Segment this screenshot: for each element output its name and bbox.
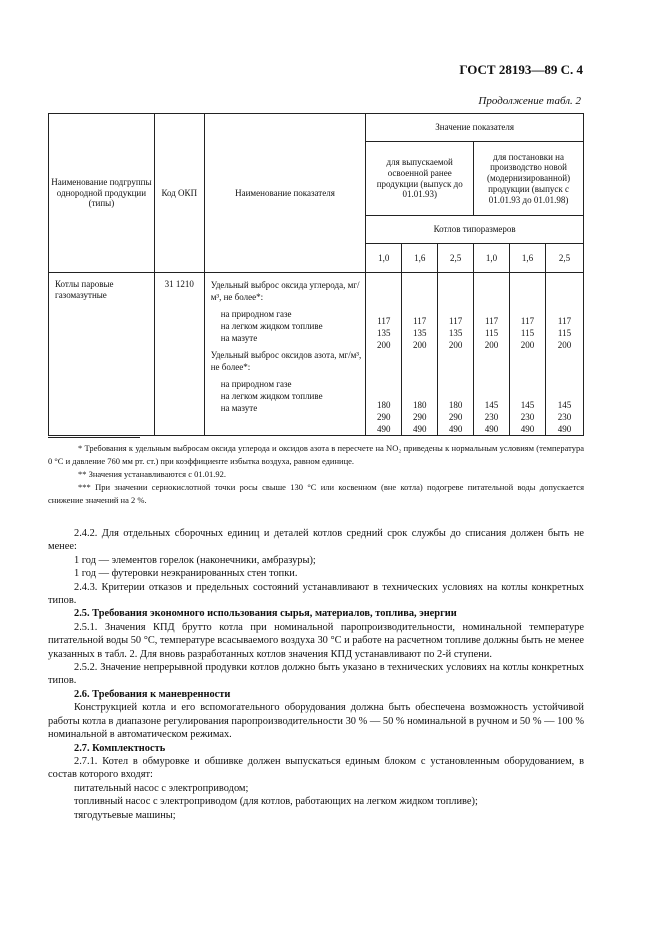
list-item: питательный насос с электроприводом;	[74, 782, 249, 794]
fuel-label: на природном газе	[220, 379, 292, 389]
footnote-3: *** При значении сернокислотной точки росы свыше 130 °С или косвенном (вне котла) подогреве питательной воды допускается снижение значений на 2 %.	[48, 482, 584, 505]
col-header-new-production: для постановки на производство новой (модернизированной) продукции (выпуск с 01.01.93 до 01.01.98)	[474, 142, 584, 216]
co-value: 117	[520, 316, 535, 326]
list-item: тягодутьевые машины;	[74, 809, 176, 821]
col-header-code: Код ОКП	[154, 114, 204, 273]
co-value: 115	[520, 328, 535, 338]
emissions-table	[48, 113, 584, 436]
co-value: 117	[377, 316, 391, 326]
values-col-new-2-5	[545, 273, 583, 436]
nox-value: 490	[412, 424, 427, 434]
okp-code-cell: 31 1210	[154, 273, 204, 436]
paragraph-2-5-2: 2.5.2. Значение непрерывной продувки котлов должно быть указано в технических условиях на котлы конкретных типов.	[48, 662, 584, 687]
paragraph-2-4-2: 2.4.2. Для отдельных сборочных единиц и деталей котлов средний срок службы до списания должен быть не менее:	[48, 528, 584, 553]
co-value: 135	[377, 328, 391, 338]
co-value: 117	[484, 316, 499, 326]
nox-value: 290	[448, 412, 463, 422]
nox-value: 490	[484, 424, 499, 434]
indicator-cell	[204, 273, 366, 436]
size-header: 2,5	[438, 244, 474, 273]
fuel-label: на мазуте	[220, 403, 258, 413]
co-value: 115	[484, 328, 499, 338]
co-value: 200	[448, 340, 463, 350]
nox-value: 490	[377, 424, 391, 434]
section-heading-2-7: 2.7. Комплектность	[74, 742, 166, 754]
nox-value: 490	[448, 424, 463, 434]
co-value: 200	[484, 340, 499, 350]
co-value: 115	[557, 328, 572, 338]
table-continuation-label: Продолжение табл. 2	[478, 95, 581, 107]
footnote-1: * Требования к удельным выбросам оксида углерода и оксидов азота в пересчете на NO₂ приведены к нормальным условиям (температура 0 °С и давление 760 мм рт. ст.) при коэффициенте избытка воздуха, равном единице.	[48, 443, 584, 466]
col-header-group: Наименование подгруппы однородной продукции (типы)	[49, 114, 155, 273]
fuel-label: на мазуте	[220, 333, 258, 343]
co-value: 117	[413, 316, 427, 326]
nox-value: 290	[377, 412, 391, 422]
product-group-cell: Котлы паровые газомазутные	[49, 273, 155, 436]
co-indicator-title: Удельный выброс оксида углерода, мг/м³, не более*:	[210, 280, 360, 302]
list-item: топливный насос с электроприводом (для котлов, работающих на легком жидком топливе);	[74, 796, 478, 808]
paragraph-2-6: Конструкцией котла и его вспомогательного оборудования должна быть обеспечена возможность устойчивой работы котла в диапазоне регулирования паропроизводительности 30 % — 50 % номинальной в ручном и 50 % — 100 % номинальной в автоматическом режимах.	[48, 702, 584, 741]
nox-value: 230	[484, 412, 499, 422]
nox-indicator-title: Удельный выброс оксидов азота, мг/м³, не более*:	[210, 350, 362, 372]
col-header-sizes: Котлов типоразмеров	[366, 216, 584, 244]
col-header-old-production: для выпускаемой освоенной ранее продукции (выпуск до 01.01.93)	[366, 142, 474, 216]
nox-value: 490	[520, 424, 535, 434]
values-col-old-1-0	[366, 273, 402, 436]
size-header: 1,0	[474, 244, 510, 273]
page-header: ГОСТ 28193—89 С. 4	[459, 62, 583, 77]
size-header: 1,0	[366, 244, 402, 273]
footnote-2: ** Значения устанавливаются с 01.01.92.	[78, 469, 226, 479]
values-col-old-1-6	[402, 273, 438, 436]
footnotes	[48, 437, 584, 507]
nox-value: 230	[520, 412, 535, 422]
co-value: 135	[412, 328, 427, 338]
nox-value: 230	[557, 412, 572, 422]
nox-value: 180	[448, 400, 463, 410]
fuel-label: на природном газе	[220, 309, 292, 319]
paragraph-2-4-3: 2.4.3. Критерии отказов и предельных состояний устанавливают в технических условиях на котлы конкретных типов.	[48, 581, 584, 607]
section-heading-2-6: 2.6. Требования к маневренности	[74, 688, 231, 700]
col-header-value: Значение показателя	[366, 114, 584, 142]
co-value: 200	[412, 340, 427, 350]
size-header: 2,5	[545, 244, 583, 273]
fuel-label: на легком жидком топливе	[220, 391, 323, 401]
values-col-new-1-0	[474, 273, 510, 436]
nox-value: 490	[557, 424, 572, 434]
paragraph-2-5-1: 2.5.1. Значения КПД брутто котла при номинальной паропроизводительности, номинальной температуре питательной воды 50 °С, температуре всасываемого воздуха 30 °С и работе на расчетном топливе должны быть не менее указанных в табл. 2. Для вновь разработанных котлов значения КПД устанавливают по 2-й ступени.	[48, 621, 584, 660]
values-col-new-1-6	[510, 273, 546, 436]
nox-value: 180	[377, 400, 391, 410]
co-value: 117	[449, 316, 463, 326]
co-value: 200	[557, 340, 572, 350]
nox-value: 145	[520, 400, 535, 410]
col-header-indicator: Наименование показателя	[204, 114, 366, 273]
body-text	[48, 527, 584, 822]
nox-value: 180	[412, 400, 427, 410]
values-col-old-2-5	[438, 273, 474, 436]
co-value: 200	[520, 340, 535, 350]
footnote-divider	[48, 437, 140, 438]
section-heading-2-5: 2.5. Требования экономного использования сырья, материалов, топлива, энергии	[74, 608, 457, 620]
paragraph-2-7-1: 2.7.1. Котел в обмуровке и обшивке должен выпускаться единым блоком с установленным оборудованием, в состав которого входят:	[48, 755, 584, 781]
list-item: 1 год — футеровки неэкранированных стен топки.	[74, 568, 298, 580]
list-item: 1 год — элементов горелок (наконечники, амбразуры);	[74, 554, 316, 566]
co-value: 117	[557, 316, 572, 326]
fuel-label: на легком жидком топливе	[220, 321, 323, 331]
size-header: 1,6	[510, 244, 546, 273]
nox-value: 145	[484, 400, 499, 410]
co-value: 135	[448, 328, 463, 338]
size-header: 1,6	[402, 244, 438, 273]
co-value: 200	[377, 340, 391, 350]
nox-value: 145	[557, 400, 572, 410]
nox-value: 290	[412, 412, 427, 422]
